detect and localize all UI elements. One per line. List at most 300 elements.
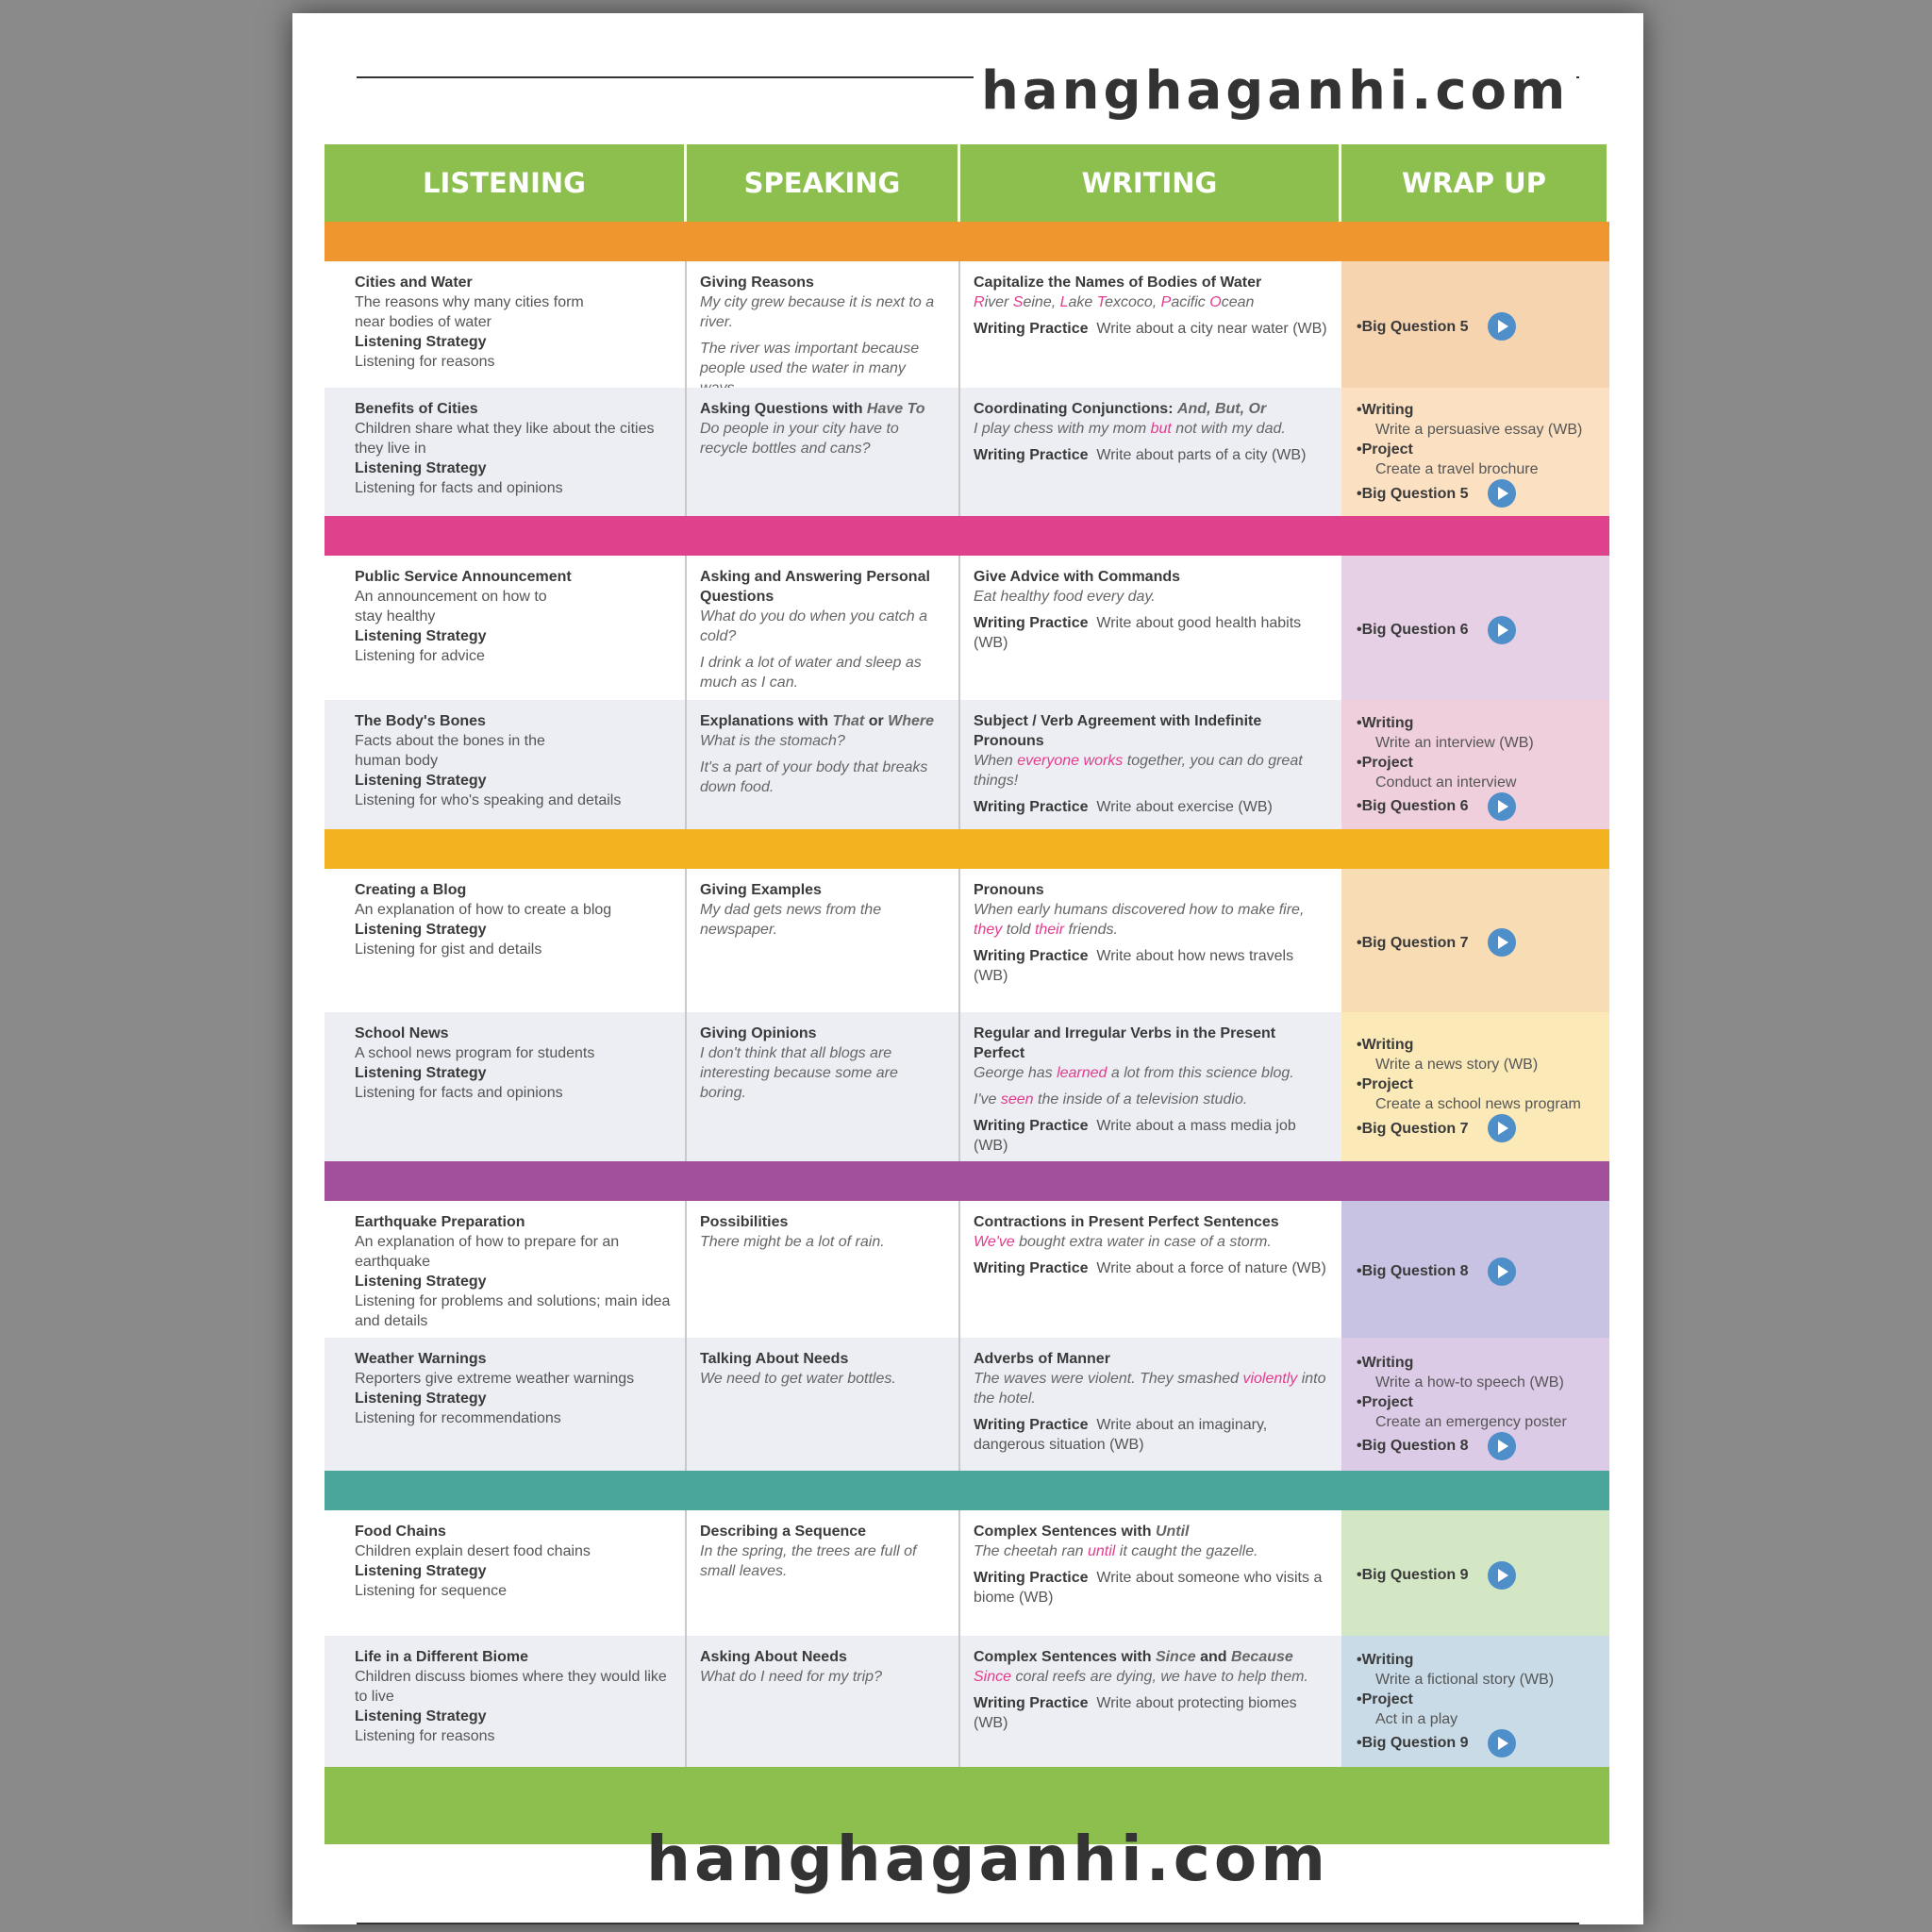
speaking-cell bbox=[687, 1510, 960, 1636]
spacer bbox=[700, 332, 945, 339]
writing-practice-text: Write about a force of nature (WB) bbox=[1096, 1260, 1326, 1276]
header-writing: WRITING bbox=[960, 144, 1341, 222]
listening-cell bbox=[325, 388, 687, 516]
writing-title-text: Pronouns bbox=[974, 882, 1044, 898]
writing-example bbox=[974, 751, 1328, 791]
watermark-bottom: hanghaganhi.com bbox=[646, 1823, 1329, 1895]
writing-title-emphasis: Because bbox=[1230, 1649, 1293, 1665]
unit-band bbox=[325, 1161, 1609, 1201]
unit-band bbox=[325, 516, 1609, 556]
speaking-cell bbox=[687, 556, 960, 700]
wrap-project bbox=[1357, 440, 1600, 459]
writing-practice-text: Write about exercise (WB) bbox=[1096, 799, 1273, 815]
writing-practice-label: Writing Practice bbox=[974, 447, 1089, 463]
writing-practice bbox=[974, 1568, 1328, 1607]
spacer bbox=[974, 439, 1328, 445]
example-text: told bbox=[1002, 922, 1035, 938]
writing-example bbox=[974, 1541, 1328, 1561]
big-question-label: Big Question 6 bbox=[1361, 622, 1469, 638]
writing-title-text: Capitalize the Names of Bodies of Water bbox=[974, 275, 1262, 291]
listening-cell bbox=[325, 556, 687, 700]
bullet: • bbox=[1357, 441, 1362, 458]
writing-example bbox=[974, 1090, 1328, 1109]
writing-practice-text: Write about protecting biomes (WB) bbox=[974, 1695, 1297, 1731]
writing-title-text: Regular and Irregular Verbs in the Present Perfect bbox=[974, 1025, 1276, 1061]
wrap-writing-label: Writing bbox=[1361, 1651, 1414, 1668]
writing-cell bbox=[960, 1510, 1341, 1636]
writing-practice bbox=[974, 613, 1328, 653]
writing-practice-text: Write about a mass media job (WB) bbox=[974, 1118, 1296, 1154]
writing-cell bbox=[960, 1636, 1341, 1767]
wrap-project-text: Create an emergency poster bbox=[1375, 1413, 1567, 1430]
lesson-description: stay healthy bbox=[355, 608, 436, 625]
speaking-title-text: Giving Reasons bbox=[700, 275, 814, 291]
wrap-project-label: Project bbox=[1361, 754, 1413, 771]
speaking-title bbox=[700, 567, 945, 607]
writing-title-text: Subject / Verb Agreement with Indefinite Pronouns bbox=[974, 713, 1262, 749]
speaking-example: What do I need for my trip? bbox=[700, 1669, 882, 1685]
speaking-title-text: Asking and Answering Personal Questions bbox=[700, 569, 930, 605]
example-text: excoco, bbox=[1105, 294, 1161, 310]
example-text: it caught the gazelle. bbox=[1115, 1543, 1258, 1559]
listening-strategy-label: Listening Strategy bbox=[355, 922, 487, 938]
bullet: • bbox=[1357, 1567, 1362, 1583]
play-icon[interactable] bbox=[1488, 479, 1516, 508]
big-question-link[interactable] bbox=[1357, 1432, 1600, 1460]
listening-cell bbox=[325, 1201, 687, 1338]
example-highlight: but bbox=[1150, 421, 1172, 437]
example-text: When early humans discovered how to make fire, bbox=[974, 902, 1305, 918]
example-text: coral reefs are dying, we have to help them. bbox=[1011, 1669, 1308, 1685]
wrap-up-cell bbox=[1341, 1012, 1609, 1161]
lesson-title: Cities and Water bbox=[355, 275, 473, 291]
speaking-title bbox=[700, 273, 945, 292]
listening-strategy: Listening for reasons bbox=[355, 1728, 495, 1744]
example-text: I've bbox=[974, 1091, 1001, 1108]
bullet: • bbox=[1357, 1438, 1362, 1454]
wrap-writing-text: Write an interview (WB) bbox=[1375, 734, 1534, 751]
bullet: • bbox=[1357, 798, 1362, 814]
unit-band bbox=[325, 222, 1609, 261]
speaking-title-text: Giving Opinions bbox=[700, 1025, 817, 1041]
spacer bbox=[700, 751, 945, 758]
listening-strategy-label: Listening Strategy bbox=[355, 1563, 487, 1579]
speaking-example: I drink a lot of water and sleep as much as I can. bbox=[700, 655, 922, 691]
lesson-description: human body bbox=[355, 753, 439, 769]
example-text: George has bbox=[974, 1065, 1058, 1081]
speaking-example: My dad gets news from the newspaper. bbox=[700, 902, 882, 938]
speaking-title-text: Asking About Needs bbox=[700, 1649, 847, 1665]
wrap-up-cell bbox=[1341, 556, 1609, 700]
listening-cell bbox=[325, 1510, 687, 1636]
listening-strategy-label: Listening Strategy bbox=[355, 628, 487, 644]
writing-practice-text: Write about good health habits (WB) bbox=[974, 615, 1302, 651]
wrap-writing-text: Write a news story (WB) bbox=[1375, 1057, 1539, 1073]
listening-cell bbox=[325, 700, 687, 829]
example-text: When bbox=[974, 753, 1018, 769]
listening-strategy: Listening for sequence bbox=[355, 1583, 507, 1599]
writing-practice-label: Writing Practice bbox=[974, 948, 1089, 964]
spacer bbox=[974, 607, 1328, 613]
lesson-description: An explanation of how to prepare for an bbox=[355, 1234, 620, 1250]
example-highlight: violently bbox=[1242, 1371, 1298, 1387]
play-icon[interactable] bbox=[1488, 312, 1516, 341]
lesson-description: Children discuss biomes where they would like bbox=[355, 1669, 667, 1685]
lesson-title: Public Service Announcement bbox=[355, 569, 572, 585]
example-highlight: P bbox=[1160, 294, 1172, 310]
lesson-description: Facts about the bones in the bbox=[355, 733, 545, 749]
writing-practice bbox=[974, 1258, 1328, 1278]
speaking-title-text: Giving Examples bbox=[700, 882, 822, 898]
speaking-example: Do people in your city have to recycle bottles and cans? bbox=[700, 421, 899, 457]
writing-cell bbox=[960, 700, 1341, 829]
speaking-cell bbox=[687, 388, 960, 516]
wrap-writing-text: Write a how-to speech (WB) bbox=[1375, 1374, 1564, 1391]
listening-strategy: Listening for advice bbox=[355, 648, 485, 664]
writing-practice-label: Writing Practice bbox=[974, 1695, 1089, 1711]
listening-cell bbox=[325, 1012, 687, 1161]
wrap-writing-label: Writing bbox=[1361, 1037, 1414, 1053]
speaking-title-text: or bbox=[864, 713, 889, 729]
writing-practice bbox=[974, 445, 1328, 465]
wrap-writing-text: Write a persuasive essay (WB) bbox=[1375, 422, 1583, 438]
writing-title-emphasis: Until bbox=[1155, 1524, 1190, 1540]
big-question-link[interactable] bbox=[1357, 312, 1600, 341]
lesson-description: An explanation of how to create a blog bbox=[355, 902, 612, 918]
example-highlight: S bbox=[1012, 294, 1024, 310]
lesson-title: The Body's Bones bbox=[355, 713, 486, 729]
writing-title bbox=[974, 1522, 1328, 1541]
bullet: • bbox=[1357, 1651, 1362, 1668]
example-highlight: T bbox=[1096, 294, 1106, 310]
writing-practice-label: Writing Practice bbox=[974, 615, 1089, 631]
wrap-project-text: Create a travel brochure bbox=[1375, 461, 1539, 477]
wrap-up-cell bbox=[1341, 388, 1609, 516]
example-text: ake bbox=[1068, 294, 1097, 310]
wrap-up-cell bbox=[1341, 1201, 1609, 1338]
bullet: • bbox=[1357, 1393, 1362, 1410]
writing-practice-text: Write about someone who visits a biome (WB) bbox=[974, 1570, 1323, 1606]
example-text: bought extra water in case of a storm. bbox=[1014, 1234, 1272, 1250]
bullet: • bbox=[1357, 754, 1362, 771]
listening-strategy: Listening for reasons bbox=[355, 354, 495, 370]
page bbox=[292, 13, 1643, 1924]
wrap-up-cell bbox=[1341, 1510, 1609, 1636]
play-icon[interactable] bbox=[1488, 616, 1516, 644]
big-question-link[interactable] bbox=[1357, 616, 1600, 644]
writing-practice-label: Writing Practice bbox=[974, 1118, 1089, 1134]
writing-practice bbox=[974, 319, 1328, 339]
writing-title bbox=[974, 1024, 1328, 1063]
wrap-project-label: Project bbox=[1361, 1076, 1413, 1092]
example-text: the inside of a television studio. bbox=[1033, 1091, 1248, 1108]
play-icon[interactable] bbox=[1488, 1561, 1516, 1590]
listening-strategy-label: Listening Strategy bbox=[355, 1708, 487, 1724]
writing-title-text: Give Advice with Commands bbox=[974, 569, 1181, 585]
writing-title bbox=[974, 399, 1328, 419]
listening-cell bbox=[325, 1338, 687, 1471]
big-question-label: Big Question 7 bbox=[1361, 934, 1469, 951]
listening-cell bbox=[325, 1636, 687, 1767]
example-highlight: seen bbox=[1000, 1091, 1034, 1108]
play-icon[interactable] bbox=[1488, 1114, 1516, 1142]
speaking-example: I don't think that all blogs are interesting because some are boring. bbox=[700, 1045, 898, 1101]
writing-cell bbox=[960, 1012, 1341, 1161]
bullet: • bbox=[1357, 402, 1362, 418]
bullet: • bbox=[1357, 485, 1362, 502]
wrap-writing-label: Writing bbox=[1361, 714, 1414, 731]
writing-cell bbox=[960, 556, 1341, 700]
play-icon[interactable] bbox=[1488, 928, 1516, 957]
wrap-writing-label: Writing bbox=[1361, 402, 1414, 418]
writing-practice-label: Writing Practice bbox=[974, 799, 1089, 815]
wrap-up-cell bbox=[1341, 700, 1609, 829]
big-question-link[interactable] bbox=[1357, 792, 1600, 821]
speaking-title bbox=[700, 399, 945, 419]
writing-title-emphasis: And, But, Or bbox=[1176, 401, 1267, 417]
writing-title-emphasis: Since bbox=[1155, 1649, 1196, 1665]
spacer bbox=[974, 940, 1328, 946]
example-text: The cheetah ran bbox=[974, 1543, 1088, 1559]
lesson-description: earthquake bbox=[355, 1254, 431, 1270]
writing-practice-text: Write about parts of a city (WB) bbox=[1096, 447, 1307, 463]
speaking-title-text: Asking Questions with bbox=[700, 401, 867, 417]
listening-strategy-label: Listening Strategy bbox=[355, 334, 487, 350]
speaking-example: In the spring, the trees are full of small leaves. bbox=[700, 1543, 917, 1579]
big-question-label: Big Question 9 bbox=[1361, 1735, 1469, 1751]
speaking-example: My city grew because it is next to a river. bbox=[700, 294, 935, 330]
spacer bbox=[974, 1408, 1328, 1415]
example-highlight: L bbox=[1059, 294, 1069, 310]
wrap-project-label: Project bbox=[1361, 441, 1413, 458]
spacer bbox=[974, 1561, 1328, 1568]
lesson-title: School News bbox=[355, 1025, 449, 1041]
writing-cell bbox=[960, 261, 1341, 388]
big-question-link[interactable] bbox=[1357, 1561, 1600, 1590]
example-highlight: O bbox=[1209, 294, 1222, 310]
big-question-label: Big Question 7 bbox=[1361, 1120, 1469, 1137]
spacer bbox=[974, 1252, 1328, 1258]
speaking-title-emphasis: Where bbox=[888, 713, 935, 729]
writing-example bbox=[974, 1232, 1328, 1252]
speaking-title-text: Explanations with bbox=[700, 713, 833, 729]
big-question-label: Big Question 6 bbox=[1361, 798, 1469, 814]
example-text: friends. bbox=[1064, 922, 1118, 938]
writing-title bbox=[974, 567, 1328, 587]
listening-strategy-label: Listening Strategy bbox=[355, 1065, 487, 1081]
speaking-example: There might be a lot of rain. bbox=[700, 1234, 885, 1250]
speaking-title bbox=[700, 1522, 945, 1541]
spacer bbox=[974, 1109, 1328, 1116]
header-listening: LISTENING bbox=[325, 144, 687, 222]
wrap-writing bbox=[1357, 713, 1600, 733]
writing-example bbox=[974, 1369, 1328, 1408]
big-question-link[interactable] bbox=[1357, 1257, 1600, 1286]
writing-practice-label: Writing Practice bbox=[974, 321, 1089, 337]
writing-practice-label: Writing Practice bbox=[974, 1260, 1089, 1276]
example-highlight: learned bbox=[1057, 1065, 1108, 1081]
writing-title bbox=[974, 880, 1328, 900]
listening-strategy: Listening for facts and opinions bbox=[355, 480, 563, 496]
speaking-cell bbox=[687, 261, 960, 388]
example-highlight: We've bbox=[974, 1234, 1015, 1250]
writing-cell bbox=[960, 388, 1341, 516]
spacer bbox=[974, 1083, 1328, 1090]
writing-title-text: Complex Sentences with bbox=[974, 1649, 1156, 1665]
writing-cell bbox=[960, 1201, 1341, 1338]
play-icon[interactable] bbox=[1488, 1257, 1516, 1286]
wrap-writing bbox=[1357, 1353, 1600, 1373]
writing-title-text: and bbox=[1195, 1649, 1231, 1665]
bullet: • bbox=[1357, 1037, 1362, 1053]
lesson-title: Benefits of Cities bbox=[355, 401, 478, 417]
writing-title-text: Complex Sentences with bbox=[974, 1524, 1156, 1540]
unit-band bbox=[325, 829, 1609, 869]
speaking-title bbox=[700, 711, 945, 731]
writing-title bbox=[974, 711, 1328, 751]
lesson-description: near bodies of water bbox=[355, 314, 491, 330]
bullet: • bbox=[1357, 622, 1362, 638]
speaking-title bbox=[700, 1024, 945, 1043]
example-text: a lot from this science blog. bbox=[1107, 1065, 1294, 1081]
listening-strategy-label: Listening Strategy bbox=[355, 460, 487, 476]
speaking-title bbox=[700, 1212, 945, 1232]
wrap-project-label: Project bbox=[1361, 1690, 1413, 1707]
speaking-cell bbox=[687, 1012, 960, 1161]
speaking-example: We need to get water bottles. bbox=[700, 1371, 896, 1387]
example-highlight: everyone works bbox=[1017, 753, 1124, 769]
wrap-writing bbox=[1357, 1035, 1600, 1055]
lesson-title: Food Chains bbox=[355, 1524, 446, 1540]
speaking-cell bbox=[687, 1338, 960, 1471]
play-icon[interactable] bbox=[1488, 1432, 1516, 1460]
speaking-cell bbox=[687, 869, 960, 1012]
lesson-title: Weather Warnings bbox=[355, 1351, 487, 1367]
speaking-title-text: Talking About Needs bbox=[700, 1351, 849, 1367]
listening-strategy: Listening for recommendations bbox=[355, 1410, 561, 1426]
speaking-title-emphasis: That bbox=[832, 713, 865, 729]
big-question-label: Big Question 5 bbox=[1361, 485, 1469, 502]
wrap-writing bbox=[1357, 1650, 1600, 1670]
big-question-label: Big Question 9 bbox=[1361, 1567, 1469, 1583]
big-question-label: Big Question 8 bbox=[1361, 1263, 1469, 1279]
lesson-description: Children share what they like about the cities bbox=[355, 421, 655, 437]
writing-cell bbox=[960, 869, 1341, 1012]
wrap-project-text: Create a school news program bbox=[1375, 1096, 1581, 1112]
example-text: I play chess with my mom bbox=[974, 421, 1151, 437]
writing-title-text: Adverbs of Manner bbox=[974, 1351, 1110, 1367]
writing-title bbox=[974, 1349, 1328, 1369]
spacer bbox=[974, 1687, 1328, 1693]
lesson-title: Earthquake Preparation bbox=[355, 1214, 525, 1230]
writing-title bbox=[974, 273, 1328, 292]
writing-practice bbox=[974, 1415, 1328, 1455]
writing-practice bbox=[974, 797, 1328, 817]
bullet: • bbox=[1357, 934, 1362, 951]
lesson-description: Children explain desert food chains bbox=[355, 1543, 591, 1559]
writing-practice-label: Writing Practice bbox=[974, 1417, 1089, 1433]
writing-example bbox=[974, 292, 1328, 312]
bullet: • bbox=[1357, 1690, 1362, 1707]
big-question-link[interactable] bbox=[1357, 1729, 1600, 1757]
speaking-example: What is the stomach? bbox=[700, 733, 845, 749]
listening-strategy: Listening for who's speaking and details bbox=[355, 792, 622, 808]
example-text: eine, bbox=[1023, 294, 1060, 310]
wrap-up-cell bbox=[1341, 261, 1609, 388]
play-icon[interactable] bbox=[1488, 792, 1516, 821]
writing-practice-text: Write about how news travels (WB) bbox=[974, 948, 1294, 984]
big-question-link[interactable] bbox=[1357, 1114, 1600, 1142]
example-highlight: they bbox=[974, 922, 1003, 938]
example-highlight: their bbox=[1034, 922, 1065, 938]
example-highlight: R bbox=[974, 294, 985, 310]
speaking-title bbox=[700, 1647, 945, 1667]
listening-cell bbox=[325, 261, 687, 388]
wrap-writing bbox=[1357, 400, 1600, 420]
wrap-writing-label: Writing bbox=[1361, 1354, 1414, 1371]
writing-practice-text: Write about an imaginary, dangerous situation (WB) bbox=[974, 1417, 1268, 1453]
bottom-rule bbox=[357, 1923, 1579, 1924]
writing-practice bbox=[974, 1693, 1328, 1733]
lesson-title: Life in a Different Biome bbox=[355, 1649, 529, 1665]
listening-cell bbox=[325, 869, 687, 1012]
listening-strategy-label: Listening Strategy bbox=[355, 1391, 487, 1407]
wrap-up-cell bbox=[1341, 1338, 1609, 1471]
writing-practice-label: Writing Practice bbox=[974, 1570, 1089, 1586]
big-question-label: Big Question 5 bbox=[1361, 318, 1469, 335]
wrap-project bbox=[1357, 753, 1600, 773]
bullet: • bbox=[1357, 1263, 1362, 1279]
wrap-project bbox=[1357, 1074, 1600, 1094]
header-wrap-up: WRAP UP bbox=[1341, 144, 1609, 222]
bullet: • bbox=[1357, 1354, 1362, 1371]
speaking-example: What do you do when you catch a cold? bbox=[700, 608, 928, 644]
lesson-description: The reasons why many cities form bbox=[355, 294, 584, 310]
listening-strategy: Listening for problems and solutions; main idea and details bbox=[355, 1293, 671, 1329]
big-question-link[interactable] bbox=[1357, 928, 1600, 957]
example-text: The waves were violent. They smashed bbox=[974, 1371, 1243, 1387]
wrap-up-cell bbox=[1341, 869, 1609, 1012]
spacer bbox=[974, 312, 1328, 319]
lesson-description: Reporters give extreme weather warnings bbox=[355, 1371, 635, 1387]
writing-example bbox=[974, 1063, 1328, 1083]
writing-title bbox=[974, 1212, 1328, 1232]
writing-cell bbox=[960, 1338, 1341, 1471]
lesson-description: A school news program for students bbox=[355, 1045, 595, 1061]
wrap-up-cell bbox=[1341, 1636, 1609, 1767]
watermark-top: hanghaganhi.com bbox=[974, 60, 1576, 122]
writing-title-text: Coordinating Conjunctions: bbox=[974, 401, 1177, 417]
example-highlight: Since bbox=[974, 1669, 1012, 1685]
bullet: • bbox=[1357, 1076, 1362, 1092]
wrap-writing-text: Write a fictional story (WB) bbox=[1375, 1671, 1555, 1688]
lesson-description: they live in bbox=[355, 441, 426, 457]
listening-strategy-label: Listening Strategy bbox=[355, 773, 487, 789]
speaking-cell bbox=[687, 1636, 960, 1767]
listening-strategy-label: Listening Strategy bbox=[355, 1274, 487, 1290]
lesson-description: An announcement on how to bbox=[355, 589, 547, 605]
speaking-title-emphasis: Have To bbox=[866, 401, 925, 417]
writing-practice bbox=[974, 1116, 1328, 1156]
speaking-example: It's a part of your body that breaks down food. bbox=[700, 759, 928, 795]
wrap-project-text: Conduct an interview bbox=[1375, 774, 1517, 791]
example-text: not with my dad. bbox=[1171, 421, 1286, 437]
play-icon[interactable] bbox=[1488, 1729, 1516, 1757]
listening-strategy: Listening for gist and details bbox=[355, 941, 542, 958]
big-question-link[interactable] bbox=[1357, 479, 1600, 508]
spacer bbox=[700, 646, 945, 653]
speaking-title-text: Possibilities bbox=[700, 1214, 789, 1230]
